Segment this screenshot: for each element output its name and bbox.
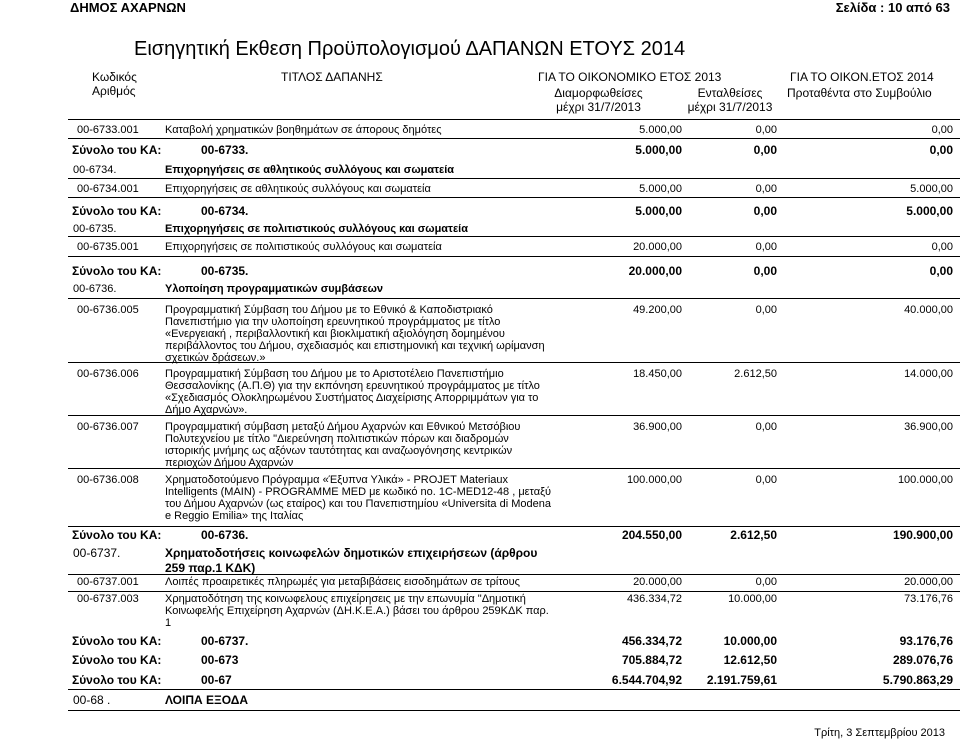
row-divider [68,236,960,237]
page-number: Σελίδα : 10 από 63 [835,0,950,15]
subtotal-proposed: 5.790.863,29 [882,673,953,687]
fy2014-header: ΓΙΑ ΤΟ ΟΙΚΟΝ.ΕΤΟΣ 2014 [790,70,934,84]
title-column-header: ΤΙΤΛΟΣ ΔΑΠΑΝΗΣ [281,70,383,84]
row-ordered: 0,00 [755,183,777,195]
row-description: Επιχορηγήσεις σε αθλητικούς συλλόγους και σωματεία [165,183,431,195]
row-code: 00-6736.007 [77,421,139,433]
row-code: 00-6737.003 [77,593,139,605]
subtotal-ordered: 0,00 [753,204,777,218]
row-divider [68,468,960,469]
row-ordered: 0,00 [755,474,777,486]
row-divider [68,526,960,527]
row-ordered: 0,00 [755,124,777,136]
group-title: Επιχορηγήσεις σε πολιτιστικούς συλλόγους και σωματεία [165,223,469,235]
row-code: 00-6736.008 [77,474,139,486]
subtotal-modified: 705.884,72 [621,653,682,667]
row-description: Χρηματοδοτούμενο Πρόγραμμα «Έξυπνα Υλικά» - PROJET Materiaux Intelligents (MAIN) - PROGRAMME MED με κωδικό no. 1C-MED12-48 , μεταξύ του Δήμου Αχαρνών (ως εταίρος) και του Πανεπιστημίου «Universita di Modena e Reggio Emilia» της Ιταλίας [165,474,552,522]
subtotal-ordered: 12.612,50 [723,653,777,667]
group-title: Επιχορηγήσεις σε αθλητικούς συλλόγους και σωματεία [165,164,455,176]
municipality-name: ΔΗΜΟΣ ΑΧΑΡΝΩΝ [70,0,186,15]
subtotal-proposed: 0,00 [929,143,953,157]
ordered-header: Ενταλθείσες μέχρι 31/7/2013 [687,86,773,114]
group-title: ΛΟΙΠΑ ΕΞΟΔΑ [165,693,249,707]
row-code: 00-6736.006 [77,368,139,380]
row-ordered: 0,00 [755,241,777,253]
subtotal-modified: 5.000,00 [635,204,682,218]
row-description: Επιχορηγήσεις σε πολιτιστικούς συλλόγους και σωματεία [165,241,442,253]
row-code: 00-6736.005 [77,304,139,316]
subtotal-proposed: 0,00 [929,264,953,278]
group-title: Υλοποίηση προγραμματικών συμβάσεων [165,283,383,295]
row-ordered: 2.612,50 [734,368,777,380]
subtotal-label: Σύνολο του ΚΑ: [72,653,162,667]
row-code: 00-6735.001 [77,241,139,253]
subtotal-proposed: 289.076,76 [892,653,953,667]
row-divider [68,362,960,363]
subtotal-ordered: 0,00 [753,143,777,157]
row-proposed: 14.000,00 [904,368,953,380]
subtotal-ordered: 2.191.759,61 [706,673,777,687]
subtotal-modified: 20.000,00 [628,264,682,278]
subtotal-ordered: 0,00 [753,264,777,278]
row-description: Χρηματοδότηση της κοινωφελους επιχείρησεις με την επωνυμία "Δημοτική Κοινωφελής Επιχείρηση Αχαρνών (ΔΗ.Κ.Ε.Α.) βάσει του άρθρου 259ΚΔΚ παρ. 1 [165,593,549,629]
subtotal-label: Σύνολο του ΚΑ: [72,528,162,542]
row-divider [68,415,960,416]
row-divider [68,178,960,179]
row-description: Προγραμματική σύμβαση μεταξύ Δήμου Αχαρνών και Εθνικού Μετσόβιου Πολυτεχνείου με τίτλο "Διερεύνηση πολιτιστικών πόρων και διαδρομών ιστορικής μνήμης ως αξόνων ταυτότητας και αναζωογόνησης κεντρικών περιοχών Δήμου Αχαρνών [165,421,521,469]
group-code: 00-6735. [73,223,117,235]
row-description: Καταβολή χρηματικών βοηθημάτων σε άπορους δημότες [165,124,442,136]
row-ordered: 10.000,00 [728,593,777,605]
subtotal-code: 00-673 [201,653,239,667]
row-proposed: 40.000,00 [904,304,953,316]
group-code: 00-6734. [73,164,117,176]
subtotal-ordered: 2.612,50 [730,528,777,542]
row-description: Λοιπές προαιρετικές πληρωμές για μεταβιβάσεις εισοδημάτων σε τρίτους [165,576,520,588]
row-modified: 5.000,00 [639,183,682,195]
row-divider [68,256,960,257]
fy2013-header: ΓΙΑ ΤΟ ΟΙΚΟΝΟΜΙΚΟ ΕΤΟΣ 2013 [538,70,722,84]
row-modified: 436.334,72 [626,593,682,605]
group-code: 00-6736. [73,283,117,295]
row-modified: 49.200,00 [633,304,682,316]
group-code: 00-68 . [73,693,111,707]
row-divider [68,197,960,198]
row-divider [68,298,960,299]
row-divider [68,591,960,592]
subtotal-code: 00-6734. [201,204,249,218]
row-code: 00-6737.001 [77,576,139,588]
subtotal-proposed: 190.900,00 [892,528,953,542]
group-code: 00-6737. [73,546,121,560]
row-modified: 20.000,00 [633,241,682,253]
row-modified: 100.000,00 [626,474,682,486]
subtotal-code: 00-6735. [201,264,249,278]
subtotal-label: Σύνολο του ΚΑ: [72,673,162,687]
row-description: Προγραμματική Σύμβαση του Δήμου με το Αριστοτέλειο Πανεπιστήμιο Θεσσαλονίκης (Α.Π.Θ) για την εκπόνηση ερευνητικού προγράμματος με τίτλο «Σχεδιασμός Ολοκληρωμένου Συστήματος Διαχείρισης Απορριμμάτων για το Δήμο Αχαρνών». [165,368,540,416]
row-modified: 5.000,00 [639,124,682,136]
row-proposed: 20.000,00 [904,576,953,588]
row-proposed: 0,00 [931,241,953,253]
subtotal-label: Σύνολο του ΚΑ: [72,204,162,218]
row-modified: 36.900,00 [633,421,682,433]
subtotal-label: Σύνολο του ΚΑ: [72,264,162,278]
row-code: 00-6733.001 [77,124,139,136]
subtotal-code: 00-6733. [201,143,249,157]
row-ordered: 0,00 [755,421,777,433]
code-column-header: Κωδικός Αριθμός [92,70,137,98]
subtotal-ordered: 10.000,00 [723,634,777,648]
row-proposed: 0,00 [931,124,953,136]
subtotal-modified: 5.000,00 [635,143,682,157]
row-ordered: 0,00 [755,576,777,588]
row-divider [68,689,960,690]
subtotal-label: Σύνολο του ΚΑ: [72,634,162,648]
subtotal-proposed: 5.000,00 [906,204,953,218]
header-divider [68,119,960,120]
proposed-header: Προταθέντα στο Συμβούλιο [787,86,932,100]
subtotal-label: Σύνολο του ΚΑ: [72,143,162,157]
row-modified: 18.450,00 [633,368,682,380]
subtotal-code: 00-67 [201,673,232,687]
subtotal-modified: 456.334,72 [621,634,682,648]
group-title: Χρηματοδοτήσεις κοινωφελών δημοτικών επιχειρήσεων (άρθρου 259 παρ.1 ΚΔΚ) [165,546,538,575]
row-ordered: 0,00 [755,304,777,316]
row-divider [68,710,960,711]
subtotal-code: 00-6736. [201,528,249,542]
row-proposed: 5.000,00 [910,183,953,195]
row-divider [68,574,960,575]
report-title: Εισηγητική Εκθεση Προϋπολογισμού ΔΑΠΑΝΩΝ ΕΤΟΥΣ 2014 [134,38,686,60]
row-code: 00-6734.001 [77,183,139,195]
row-divider [68,138,960,139]
subtotal-modified: 204.550,00 [621,528,682,542]
row-proposed: 73.176,76 [904,593,953,605]
subtotal-proposed: 93.176,76 [899,634,953,648]
subtotal-modified: 6.544.704,92 [611,673,682,687]
row-modified: 20.000,00 [633,576,682,588]
subtotal-code: 00-6737. [201,634,249,648]
footer-date: Τρίτη, 3 Σεπτεμβρίου 2013 [814,727,945,739]
row-description: Προγραμματική Σύμβαση του Δήμου με το Εθνικό & Καποδιστριακό Πανεπιστήμιο για την υλοποίηση ερευνητικού προγράμματος με τίτλο «Ενεργειακή , περιβαλλοντική και βιοκλιματική αξιολόγηση δομημένου περιβάλλοντος του Δήμου, σχεδιασμός και επιστημονική και τεχνική ωρίμανση σχετικών δράσεων.» [165,304,545,364]
row-proposed: 36.900,00 [904,421,953,433]
modified-header: Διαμορφωθείσες μέχρι 31/7/2013 [554,86,643,114]
row-proposed: 100.000,00 [897,474,953,486]
